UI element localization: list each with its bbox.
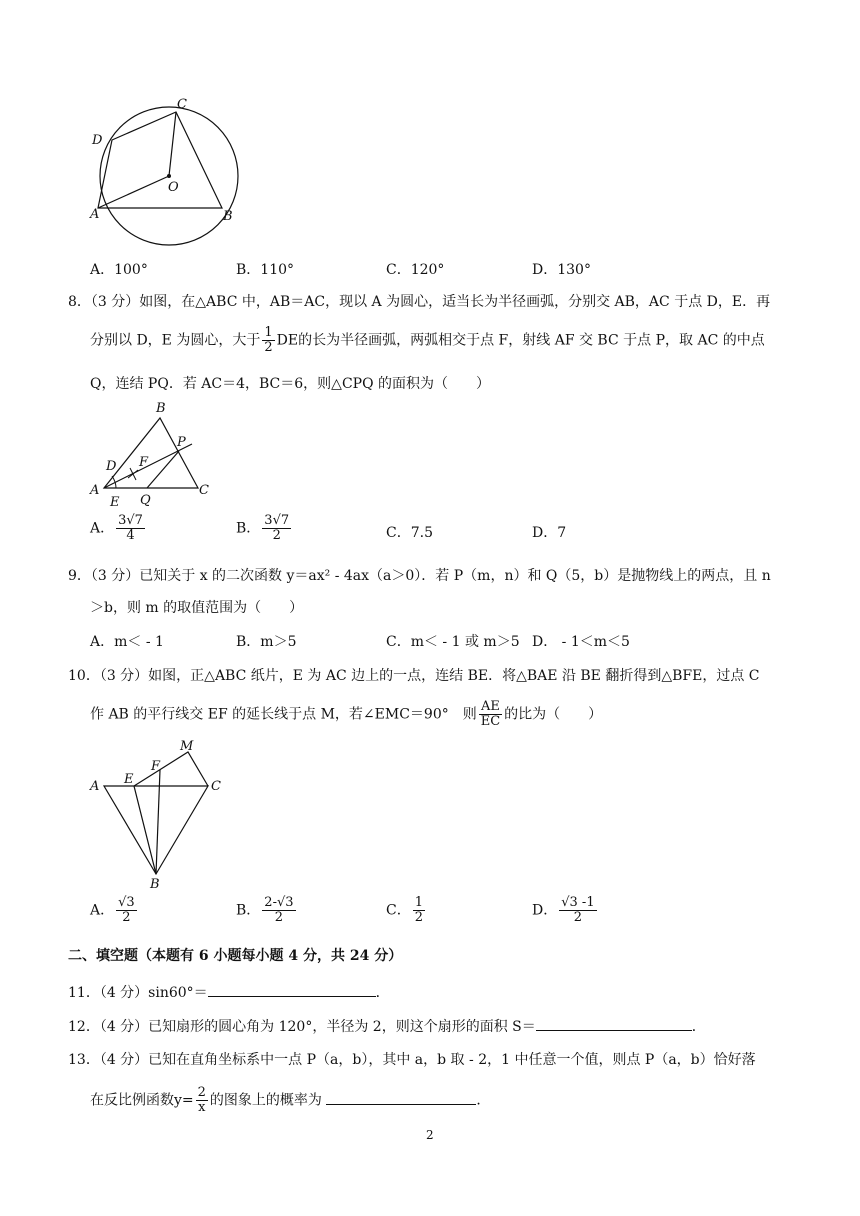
q8-option-c: C．7.5 (386, 525, 433, 541)
q10-line2: 作 AB 的平行线交 EF 的延长线于点 M，若∠EMC＝90° 则 $\frac{AE}{EC}$ 的比为（ ） (90, 699, 603, 729)
q10-label-f: F (151, 759, 161, 774)
q10-label-m: M (180, 739, 194, 754)
q8-label-f: F (139, 455, 149, 470)
section-heading: 二、填空题（本题有 6 小题每小题 4 分，共 24 分） (68, 948, 403, 964)
q7-option-b: B．110° (236, 262, 295, 278)
q10-option-b: B． $\frac{2-√3}{2}$ (236, 895, 294, 925)
q7-label-a: A (90, 207, 100, 222)
q11: 11．（4 分）sin60°＝ ． (68, 982, 390, 1003)
q7-label-d: D (92, 133, 103, 148)
q7-label-b: B (223, 209, 233, 224)
q8-label-q: Q (140, 493, 151, 508)
q10-option-c: C． $\frac{1}{2}$ (386, 895, 423, 925)
page-number: 2 (426, 1128, 434, 1142)
q8-line2 (90, 326, 765, 355)
q8-option-a: A． $\frac{3√7}{4}$ (90, 513, 143, 543)
q10-label-b: B (150, 877, 160, 892)
q8-line2-start: 分别以 D，E 为圆心，大于 (90, 332, 261, 349)
q10-option-d: D． $\frac{√3 -1}{2}$ (532, 895, 595, 925)
q8-line3: Q，连结 PQ．若 AC＝4，BC＝6，则△CPQ 的面积为（ ） (90, 376, 490, 392)
q9-line2: ＞b，则 m 的取值范围为（ ） (90, 600, 304, 616)
q8-label-b: B (156, 401, 166, 416)
q8-fraction: $\frac{1}{2}$ (264, 325, 273, 355)
q13-fraction: $\frac{2}{x}$ (197, 1085, 206, 1115)
q10-option-a: A． $\frac{√3}{2}$ (90, 895, 135, 925)
q10-label-e: E (124, 772, 134, 787)
q9-line1: 9．（3 分）已知关于 x 的二次函数 y＝ax² - 4ax（a＞0）．若 P（m，n）和 Q（5，b）是抛物线上的两点，且 n (68, 568, 771, 584)
q7-circle-figure (82, 90, 252, 250)
q8-option-d: D．7 (532, 525, 567, 541)
q8-label-e: E (110, 495, 120, 510)
q8-label-a: A (90, 483, 100, 498)
q10-label-a: A (90, 779, 100, 794)
q7-option-a: A．100° (90, 262, 148, 278)
q8-label-p: P (177, 435, 186, 450)
q12-answer-blank[interactable] (536, 1016, 692, 1031)
q8-line2-end: 的长为半径画弧，两弧相交于点 F，射线 AF 交 BC 于点 P，取 AC 的中点 (298, 332, 765, 349)
q7-label-c: C (177, 97, 187, 112)
q7-label-o: O (168, 180, 179, 195)
q8-line1: 8．（3 分）如图，在△ABC 中，AB＝AC，现以 A 为圆心，适当长为半径画弧，分别交 AB，AC 于点 D，E．再 (68, 294, 771, 310)
q9-option-d: D． - 1＜m＜5 (532, 634, 630, 650)
q9-option-c: C．m＜ - 1 或 m＞5 (386, 634, 520, 650)
q13-line1: 13．（4 分）已知在直角坐标系中一点 P（a，b），其中 a，b 取 - 2，1 中任意一个值，则点 P（a，b）恰好落 (68, 1052, 756, 1068)
q8-fraction-tail: DE (276, 332, 299, 349)
q10-triangle-figure (82, 734, 232, 894)
q8-label-c: C (199, 483, 209, 498)
q8-option-b: B． $\frac{3√7}{2}$ (236, 513, 290, 543)
q12: 12．（4 分）已知扇形的圆心角为 120°，半径为 2，则这个扇形的面积 S＝ ． (68, 1016, 706, 1037)
q9-option-b: B．m＞5 (236, 634, 297, 650)
q10-line1: 10．（3 分）如图，正△ABC 纸片，E 为 AC 边上的一点，连结 BE．将△BAE 沿 BE 翻折得到△BFE，过点 C (68, 668, 760, 684)
q7-option-d: D．130° (532, 262, 591, 278)
q13-line2: 在反比例函数y= $\frac{2}{x}$ 的图象上的概率为 ． (90, 1085, 491, 1115)
q10-fraction: $\frac{AE}{EC}$ (480, 699, 501, 729)
q8-triangle-figure (82, 398, 222, 510)
q11-answer-blank[interactable] (208, 982, 376, 997)
q13-answer-blank[interactable] (326, 1090, 476, 1105)
q7-option-c: C．120° (386, 262, 445, 278)
q8-label-d: D (106, 459, 117, 474)
q9-option-a: A．m＜ - 1 (90, 634, 164, 650)
q10-label-c: C (211, 779, 221, 794)
